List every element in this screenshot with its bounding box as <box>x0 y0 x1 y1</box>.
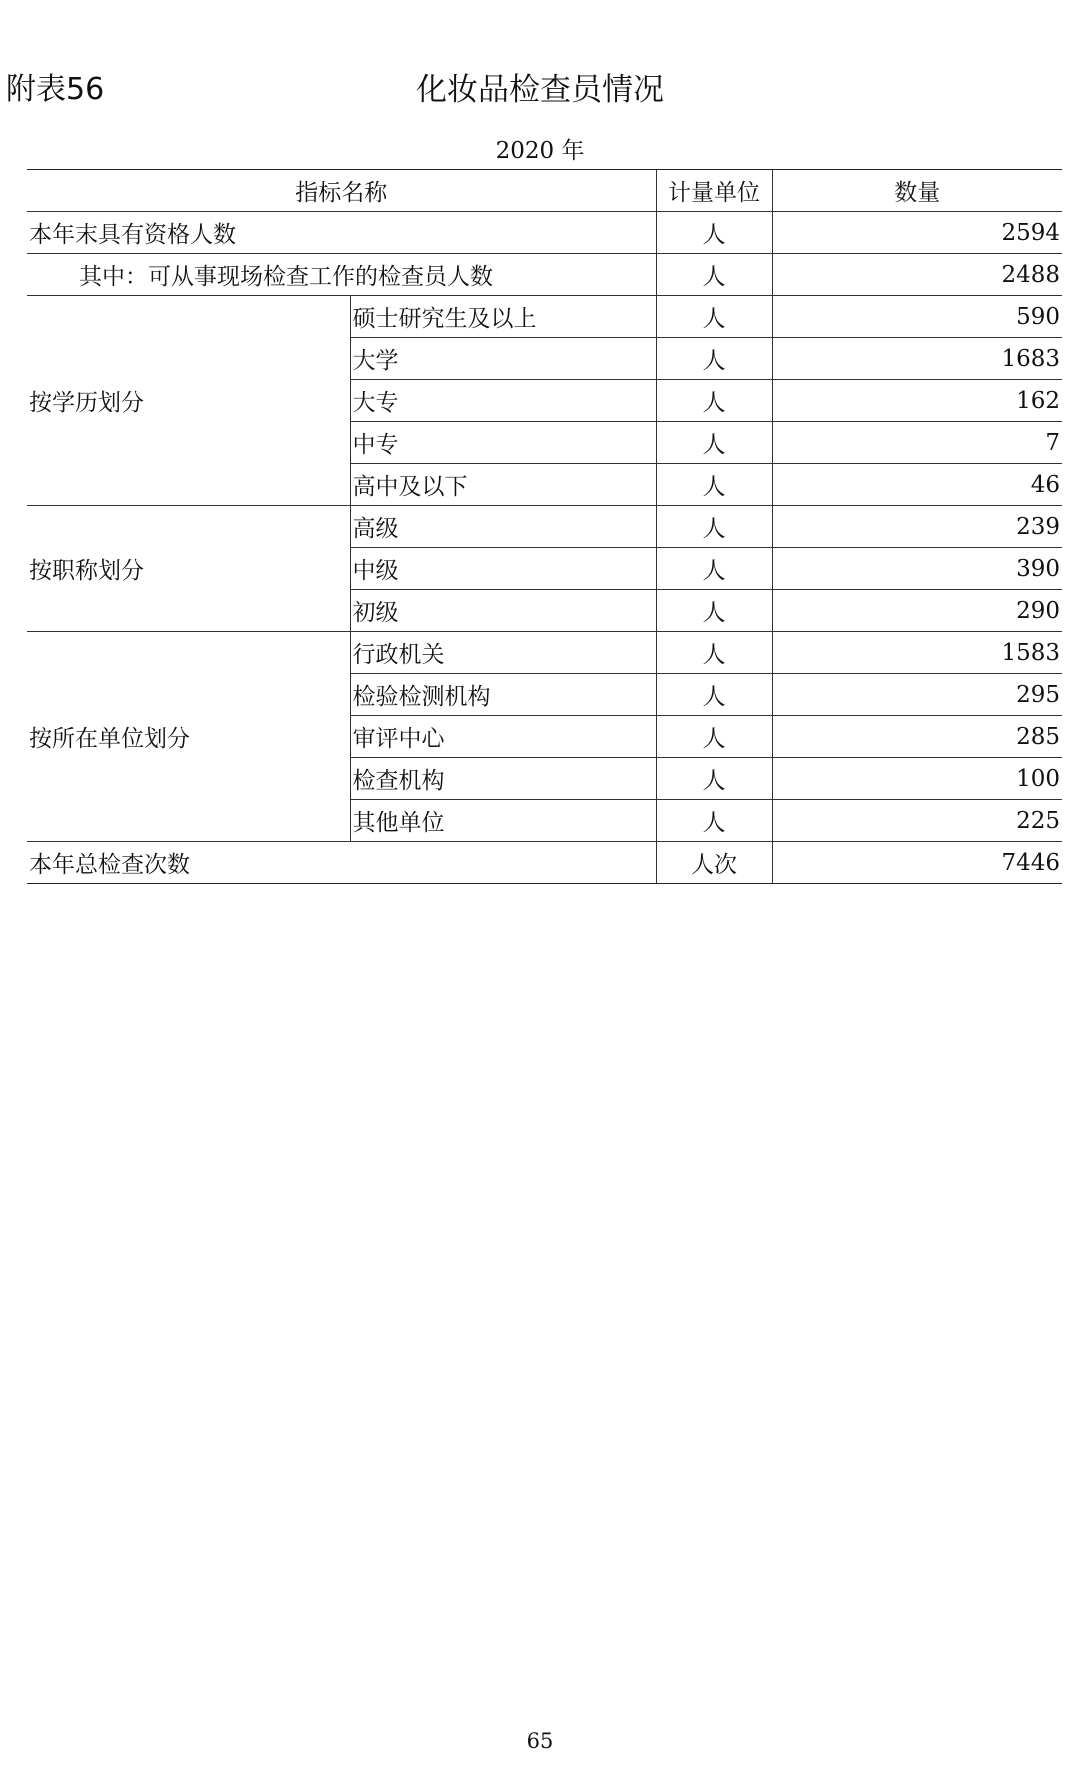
row-label: 检查机构 <box>350 758 656 800</box>
row-label: 审评中心 <box>350 716 656 758</box>
row-label: 其中：可从事现场检查工作的检查员人数 <box>27 254 656 296</box>
table-row <box>27 212 1062 254</box>
row-value: 46 <box>772 464 1062 506</box>
row-unit: 人 <box>656 380 772 422</box>
row-unit: 人 <box>656 254 772 296</box>
table-row <box>27 632 1062 674</box>
page-number: 65 <box>526 1729 554 1753</box>
year-caption: 2020 年 <box>495 138 585 164</box>
row-unit: 人 <box>656 590 772 632</box>
row-unit: 人 <box>656 758 772 800</box>
row-label: 中级 <box>350 548 656 590</box>
table-row <box>27 506 1062 548</box>
row-unit: 人 <box>656 716 772 758</box>
row-value: 590 <box>772 296 1062 338</box>
row-label: 本年总检查次数 <box>27 842 656 884</box>
row-value: 2488 <box>772 254 1062 296</box>
row-label: 硕士研究生及以上 <box>350 296 656 338</box>
row-unit: 人 <box>656 506 772 548</box>
row-unit: 人 <box>656 548 772 590</box>
table-row <box>27 296 1062 338</box>
row-unit: 人 <box>656 464 772 506</box>
row-label: 行政机关 <box>350 632 656 674</box>
row-value: 1583 <box>772 632 1062 674</box>
row-value: 290 <box>772 590 1062 632</box>
row-unit: 人 <box>656 212 772 254</box>
row-value: 7 <box>772 422 1062 464</box>
table-header-row <box>27 170 1062 212</box>
category-education: 按学历划分 <box>27 296 350 506</box>
row-value: 162 <box>772 380 1062 422</box>
row-value: 295 <box>772 674 1062 716</box>
row-value: 390 <box>772 548 1062 590</box>
row-label: 大学 <box>350 338 656 380</box>
category-workplace: 按所在单位划分 <box>27 632 350 842</box>
row-unit: 人 <box>656 674 772 716</box>
row-value: 285 <box>772 716 1062 758</box>
column-header-quantity: 数量 <box>772 170 1062 212</box>
row-unit: 人 <box>656 338 772 380</box>
row-unit: 人 <box>656 800 772 842</box>
table-row <box>27 254 1062 296</box>
column-header-unit: 计量单位 <box>656 170 772 212</box>
row-value: 1683 <box>772 338 1062 380</box>
row-value: 100 <box>772 758 1062 800</box>
column-header-name: 指标名称 <box>27 170 656 212</box>
category-title-rank: 按职称划分 <box>27 506 350 632</box>
row-label: 中专 <box>350 422 656 464</box>
appendix-table-label: 附表56 <box>6 72 105 107</box>
row-unit: 人 <box>656 422 772 464</box>
row-unit: 人次 <box>656 842 772 884</box>
row-unit: 人 <box>656 632 772 674</box>
row-value: 7446 <box>772 842 1062 884</box>
row-value: 2594 <box>772 212 1062 254</box>
row-unit: 人 <box>656 296 772 338</box>
row-label: 本年末具有资格人数 <box>27 212 656 254</box>
table-row <box>27 842 1062 884</box>
row-label: 高级 <box>350 506 656 548</box>
row-value: 239 <box>772 506 1062 548</box>
row-value: 225 <box>772 800 1062 842</box>
row-label: 检验检测机构 <box>350 674 656 716</box>
page-title: 化妆品检查员情况 <box>416 72 664 108</box>
row-label: 其他单位 <box>350 800 656 842</box>
row-label: 初级 <box>350 590 656 632</box>
inspector-statistics-table <box>27 169 1062 884</box>
row-label: 高中及以下 <box>350 464 656 506</box>
row-label: 大专 <box>350 380 656 422</box>
